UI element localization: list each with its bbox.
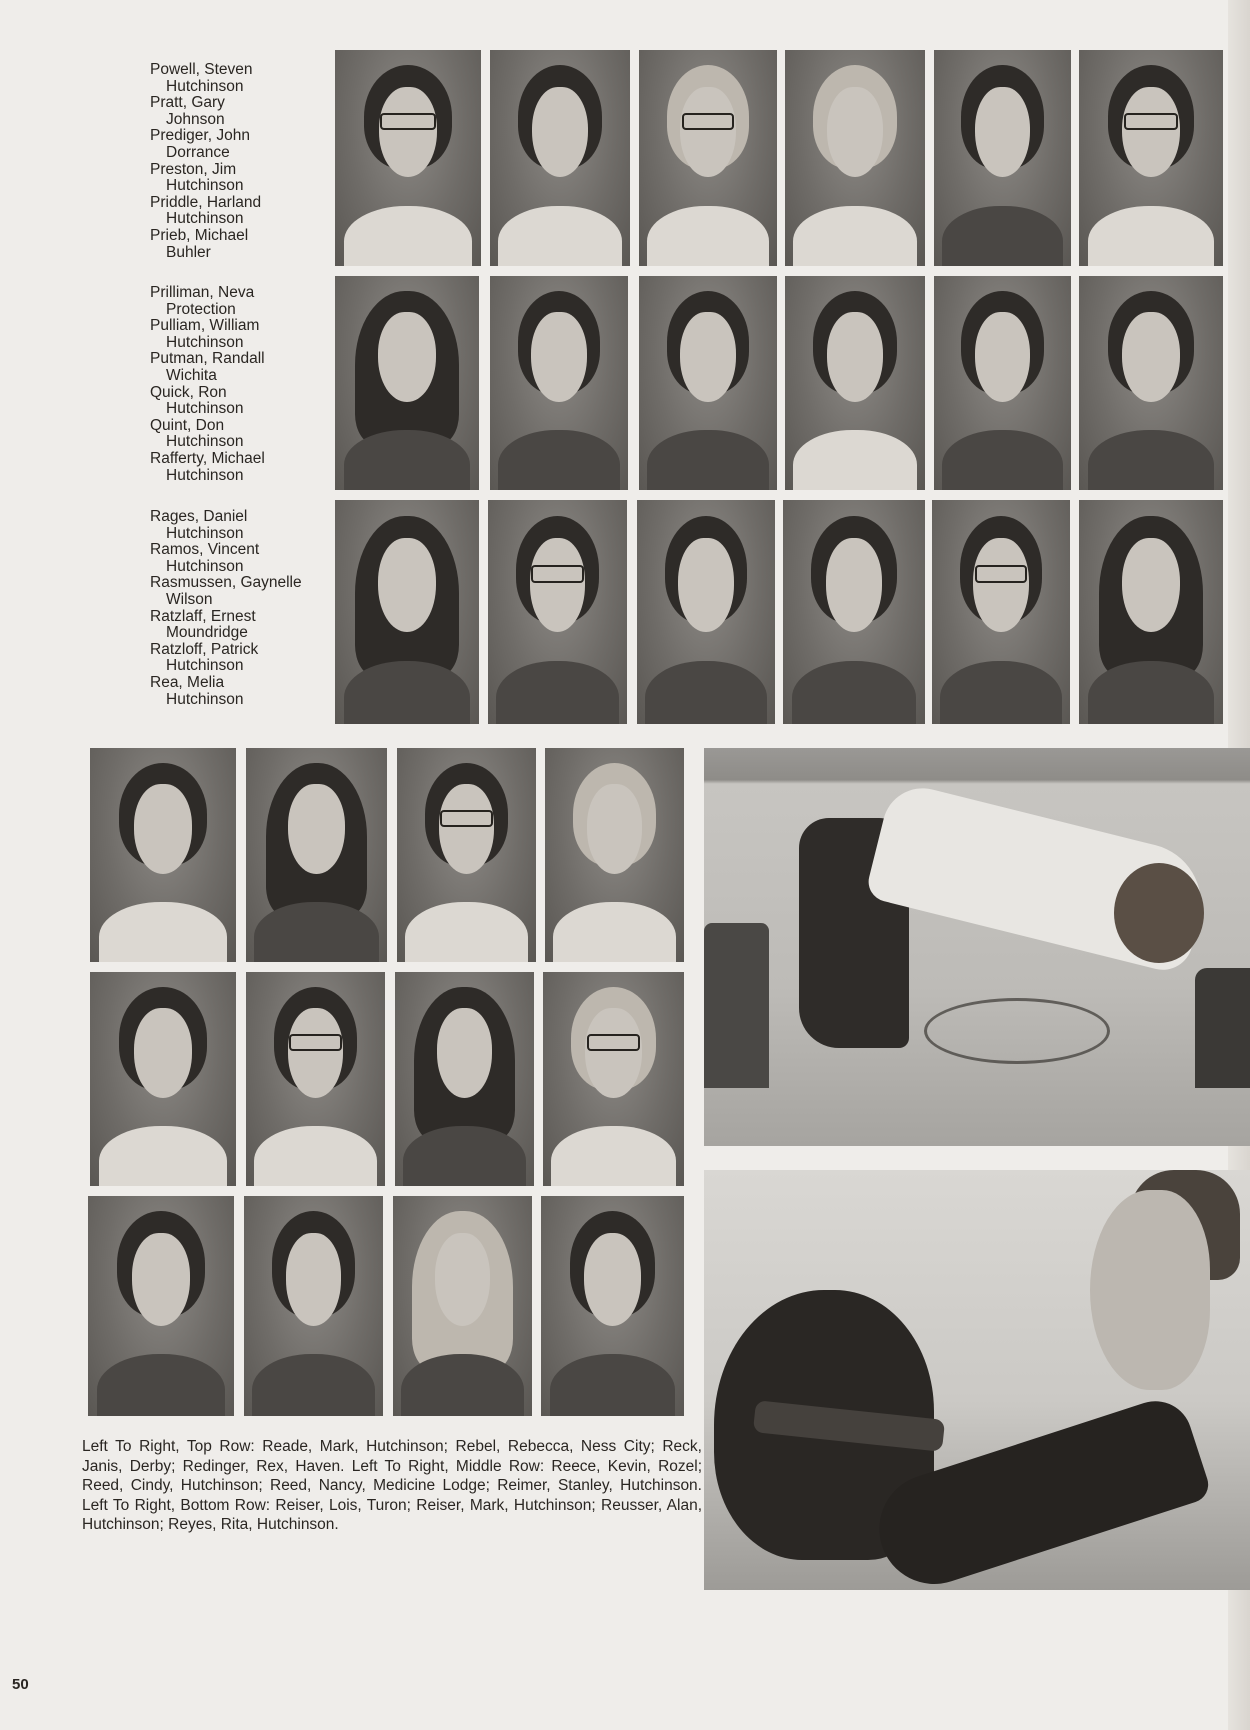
photo-caption: Left To Right, Top Row: Reade, Mark, Hutchinson; Rebel, Rebecca, Ness City; Reck, Janis, Derby; Redinger, Rex, Haven. Left To Right, Middle Row: Reece, Kevin, Rozel; Reed, Cindy, Hutchinson; Reed, Nancy, Medicine Lodge; Reimer, Stanley, Hutchinson. Left To Right, Bottom Row: Reiser, Lois, Turon; Reiser, Mark, Hutchinson; Reusser, Alan, Hutchinson; Reyes, Rita, Hutchinson. [82,1438,702,1533]
student-town: Moundridge [166,624,248,642]
name-entry [150,228,261,261]
student-town: Hutchinson [166,690,244,708]
name-list-1 [150,62,261,261]
glasses-graphic [587,1034,641,1051]
student-town: Wilson [166,590,213,608]
name-entry [150,385,265,418]
name-entry [150,95,261,128]
portrait-photo [90,972,236,1186]
name-list-3 [150,509,302,708]
portrait-photo [246,748,387,962]
student-name: Priddle, Harland [150,193,262,211]
student-town: Hutchinson [166,177,244,195]
glasses-graphic [682,113,734,130]
student-name: Quint, Don [150,416,225,434]
student-town: Johnson [166,110,225,128]
portrait-photo [785,50,925,266]
candid-photo-blindfold [704,1170,1250,1590]
portrait-photo [934,276,1071,490]
portrait-photo [545,748,684,962]
student-name: Ramos, Vincent [150,541,260,559]
name-entry [150,642,302,675]
portrait-photo [88,1196,234,1416]
student-town: Buhler [166,243,211,261]
name-entry [150,542,302,575]
student-name: Putman, Randall [150,350,265,368]
portrait-photo [393,1196,532,1416]
candid-photo-cable-work [704,748,1250,1146]
student-name: Rasmussen, Gaynelle [150,574,302,592]
name-entry [150,351,265,384]
student-name: Ratzlaff, Ernest [150,607,256,625]
portrait-photo [932,500,1070,724]
glasses-graphic [380,113,435,130]
student-name: Powell, Steven [150,61,253,78]
student-town: Hutchinson [166,210,244,228]
name-entry [150,318,265,351]
student-town: Hutchinson [166,557,244,575]
glasses-graphic [1124,113,1179,130]
student-name: Prieb, Michael [150,226,249,244]
portrait-photo [488,500,627,724]
page-number: 50 [12,1676,29,1693]
name-entry [150,575,302,608]
student-name: Rafferty, Michael [150,449,265,467]
student-name: Ratzloff, Patrick [150,640,259,658]
portrait-photo [934,50,1071,266]
student-town: Hutchinson [166,433,244,451]
portrait-photo [335,276,479,490]
student-town: Hutchinson [166,657,244,675]
student-name: Preston, Jim [150,160,237,178]
student-town: Wichita [166,366,217,384]
glasses-graphic [289,1034,342,1051]
student-name: Quick, Ron [150,383,227,401]
glasses-graphic [440,810,493,827]
student-name: Rages, Daniel [150,508,248,525]
portrait-photo [490,50,630,266]
portrait-photo [246,972,385,1186]
name-entry [150,609,302,642]
portrait-photo [90,748,236,962]
portrait-photo [541,1196,684,1416]
glasses-graphic [975,565,1027,583]
student-town: Hutchinson [166,524,244,542]
student-town: Dorrance [166,143,230,161]
name-entry [150,418,265,451]
portrait-photo [490,276,628,490]
student-town: Hutchinson [166,400,244,418]
name-entry [150,128,261,161]
portrait-photo [783,500,925,724]
portrait-photo [335,50,481,266]
student-name: Pratt, Gary [150,94,225,112]
student-town: Hutchinson [166,77,244,95]
student-town: Hutchinson [166,333,244,351]
name-entry [150,285,265,318]
portrait-photo [244,1196,383,1416]
portrait-photo [395,972,534,1186]
portrait-photo [397,748,536,962]
name-list-2 [150,285,265,484]
name-entry [150,195,261,228]
student-town: Protection [166,300,236,318]
portrait-photo [1079,276,1223,490]
student-name: Rea, Melia [150,673,225,691]
student-name: Prediger, John [150,127,250,145]
portrait-photo [1079,50,1223,266]
name-entry [150,451,265,484]
portrait-photo [543,972,684,1186]
name-entry [150,675,302,708]
portrait-photo [639,50,777,266]
student-name: Prilliman, Neva [150,284,255,301]
name-entry [150,62,261,95]
portrait-photo [637,500,775,724]
student-town: Hutchinson [166,466,244,484]
student-name: Pulliam, William [150,317,260,335]
name-entry [150,509,302,542]
portrait-photo [1079,500,1223,724]
name-entry [150,162,261,195]
glasses-graphic [531,565,584,583]
portrait-photo [335,500,479,724]
portrait-photo [785,276,925,490]
portrait-photo [639,276,777,490]
